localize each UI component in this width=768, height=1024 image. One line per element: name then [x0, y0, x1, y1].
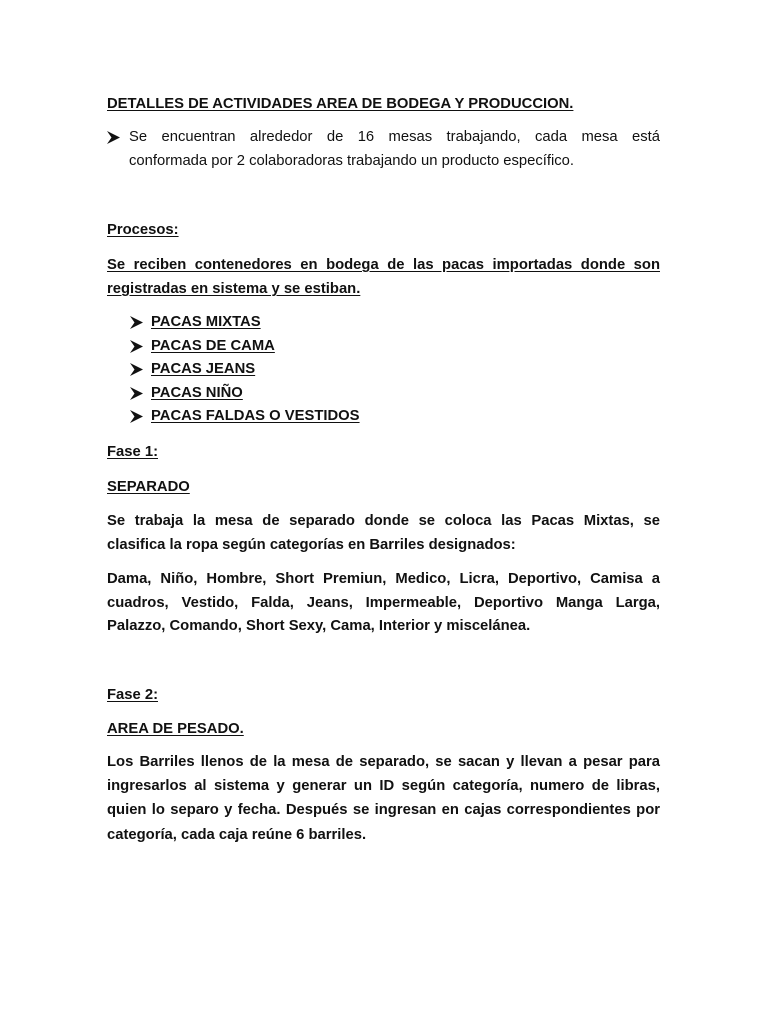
procesos-heading: Procesos: [107, 222, 179, 238]
fase1-para2-line-2: cuadros, Vestido, Falda, Jeans, Impermeable, Deportivo Manga Larga, [107, 595, 660, 611]
intro-line-2: conformada por 2 colaboradoras trabajando un producto específico. [129, 153, 575, 169]
pacas-item: PACAS NIÑO [151, 385, 243, 401]
arrow-bullet-icon [130, 410, 143, 423]
fase2-subheading: AREA DE PESADO. [107, 721, 244, 737]
pacas-item: PACAS JEANS [151, 361, 256, 377]
fase1-heading: Fase 1: [107, 444, 158, 460]
fase2-para-line-2: ingresarlos al sistema y generar un ID según categoría, numero de libras, [107, 778, 660, 794]
arrow-bullet-icon [130, 363, 143, 376]
fase1-subheading: SEPARADO [107, 479, 190, 495]
document-title: DETALLES DE ACTIVIDADES AREA DE BODEGA Y PRODUCCION. [107, 96, 574, 112]
fase1-para2-line-3: Palazzo, Comando, Short Sexy, Cama, Interior y miscelánea. [107, 618, 531, 634]
fase2-heading: Fase 2: [107, 687, 158, 703]
pacas-item: PACAS FALDAS O VESTIDOS [151, 408, 360, 424]
fase2-para-line-1: Los Barriles llenos de la mesa de separado, se sacan y llevan a pesar para [107, 754, 660, 770]
pacas-item: PACAS DE CAMA [151, 338, 275, 354]
fase1-para1-line-2: clasifica la ropa según categorías en Barriles designados: [107, 537, 516, 553]
fase2-para-line-4: categoría, cada caja reúne 6 barriles. [107, 827, 367, 843]
fase2-para-line-3: quien lo separo y fecha. Después se ingresan en cajas correspondientes por [107, 802, 660, 818]
procesos-line-2: registradas en sistema y se estiban. [107, 281, 361, 297]
intro-line-1: Se encuentran alrededor de 16 mesas trabajando, cada mesa está [129, 129, 660, 145]
procesos-line-1: Se reciben contenedores en bodega de las pacas importadas donde son [107, 257, 660, 273]
arrow-bullet-icon [130, 387, 143, 400]
arrow-bullet-icon [130, 340, 143, 353]
fase1-para2-line-1: Dama, Niño, Hombre, Short Premiun, Medico, Licra, Deportivo, Camisa a [107, 571, 660, 587]
arrow-bullet-icon [130, 316, 143, 329]
arrow-bullet-icon [107, 131, 120, 144]
pacas-item: PACAS MIXTAS [151, 314, 261, 330]
fase1-para1-line-1: Se trabaja la mesa de separado donde se coloca las Pacas Mixtas, se [107, 513, 660, 529]
